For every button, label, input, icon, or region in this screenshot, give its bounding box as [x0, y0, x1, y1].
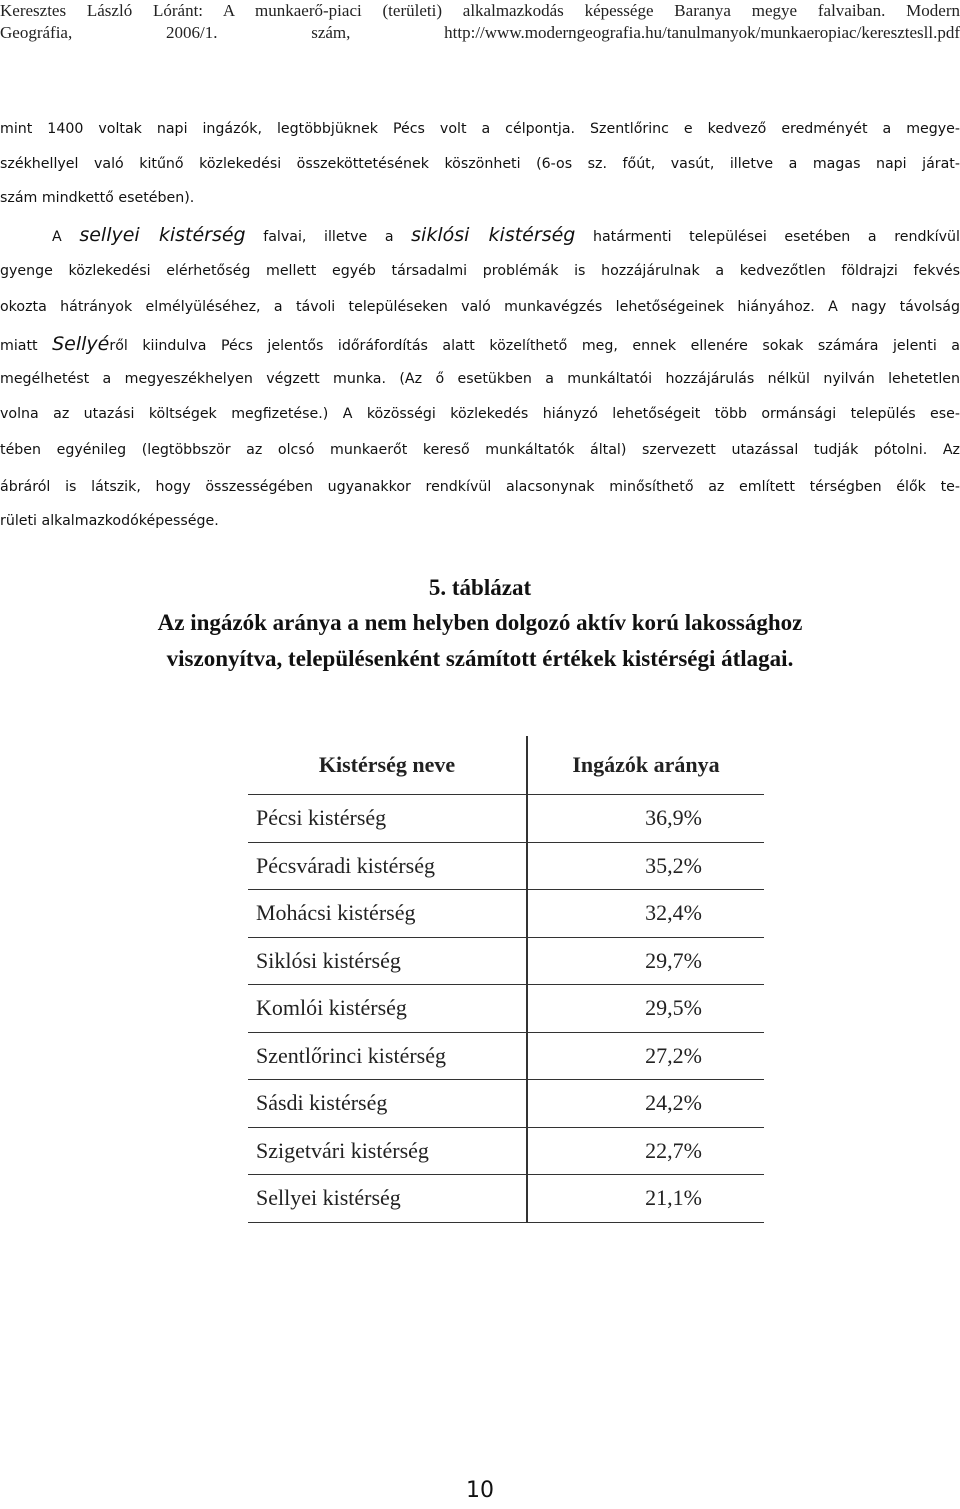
paragraph-first-line [52, 224, 960, 246]
subregion-name: Sásdi kistérség [248, 1080, 527, 1128]
table-row [248, 985, 764, 1033]
subregion-name: Szigetvári kistérség [248, 1127, 527, 1175]
table-row [248, 890, 764, 938]
commuter-ratio: 27,2% [527, 1032, 764, 1080]
subregion-name: Pécsváradi kistérség [248, 842, 527, 890]
emphasis-sellyei-kisterseg: sellyei kistérség [79, 224, 246, 246]
paragraph-line: tében egyénileg (legtöbbször az olcsó munkaerőt kereső munkáltatók által) szervezett utazással tudják pótolni. Az [0, 442, 960, 458]
paragraph-line: mint 1400 voltak napi ingázók, legtöbbjüknek Pécs volt a célpontja. Szentlőrinc e kedvező eredményét a megye- [0, 121, 960, 137]
paragraph-line: ábráról is látszik, hogy összességében ugyanakkor rendkívül alacsonynak minősíthető az említett térségben élők te- [0, 479, 960, 495]
table-row [248, 1175, 764, 1223]
subregion-name: Szentlőrinci kistérség [248, 1032, 527, 1080]
page-number: 10 [466, 1478, 494, 1503]
paragraph-line: rületi alkalmazkodóképessége. [0, 513, 219, 529]
header-citation-line-2: Geográfia, 2006/1. szám, http://www.moderngeografia.hu/tanulmanyok/munkaeropiac/keresztesll.pdf [0, 23, 960, 42]
commuter-ratio: 22,7% [527, 1127, 764, 1175]
subregion-name: Pécsi kistérség [248, 795, 527, 843]
table-row [248, 937, 764, 985]
subregion-name: Mohácsi kistérség [248, 890, 527, 938]
paragraph-line: volna az utazási költségek megfizetése.) A közösségi közlekedés hiányzó lehetőségeit több ormánsági település ese- [0, 406, 960, 422]
commuter-ratio: 35,2% [527, 842, 764, 890]
paragraph-text: határmenti települései esetében a rendkívül [592, 229, 960, 245]
emphasis-sellye: Sellyé [52, 333, 110, 355]
paragraph-word: A [52, 229, 62, 245]
commuter-ratio-table [248, 736, 764, 1223]
commuter-ratio: 21,1% [527, 1175, 764, 1223]
paragraph-miatt-line [0, 333, 960, 355]
header-citation-line-1: Keresztes László Lóránt: A munkaerő-piaci (területi) alkalmazkodás képessége Baranya megye falvaiban. Modern [0, 1, 960, 20]
table-row [248, 842, 764, 890]
paragraph-text: falvai, illetve a [263, 229, 394, 245]
paragraph-text: ről kiindulva Pécs jelentős időráfordítás alatt közelíthető meg, ennek ellenére sokak számára jelenti a [109, 338, 960, 354]
paragraph-word: miatt [0, 338, 38, 354]
paragraph-line: megélhetést a megyeszékhelyen végzett munka. (Az ő esetükben a munkáltatói hozzájárulás nélkül nyilván lehetetlen [0, 371, 960, 387]
table-row [248, 795, 764, 843]
commuter-ratio: 24,2% [527, 1080, 764, 1128]
emphasis-siklosi-kisterseg: siklósi kistérség [411, 224, 576, 246]
subregion-name: Sellyei kistérség [248, 1175, 527, 1223]
column-header-subregion: Kistérség neve [248, 736, 527, 795]
table-row [248, 1032, 764, 1080]
commuter-ratio: 32,4% [527, 890, 764, 938]
table-number: 5. táblázat [428, 575, 532, 600]
subregion-name: Komlói kistérség [248, 985, 527, 1033]
paragraph-line: szám mindkettő esetében). [0, 190, 195, 206]
table-row [248, 1080, 764, 1128]
subregion-name: Siklósi kistérség [248, 937, 527, 985]
paragraph-line: székhellyel való kitűnő közlekedési összeköttetésének köszönheti (6-os sz. főút, vasút, illetve a magas napi járat- [0, 156, 960, 172]
table-title-line-2: viszonyítva, településenként számított értékek kistérségi átlagai. [166, 646, 794, 671]
commuter-ratio: 29,5% [527, 985, 764, 1033]
commuter-ratio: 36,9% [527, 795, 764, 843]
table-title-line-1: Az ingázók aránya a nem helyben dolgozó aktív korú lakossághoz [157, 610, 803, 635]
table-header-row [248, 736, 764, 795]
column-header-commuter-ratio: Ingázók aránya [527, 736, 764, 795]
commuter-ratio: 29,7% [527, 937, 764, 985]
table-row [248, 1127, 764, 1175]
paragraph-line: gyenge közlekedési elérhetőség mellett egyéb társadalmi problémák is hozzájárulnak a kedvezőtlen földrajzi fekvés [0, 263, 960, 279]
paragraph-line: okozta hátrányok elmélyüléséhez, a távoli településeken való munkavégzés lehetőségeinek hiányához. A nagy távolság [0, 299, 960, 315]
